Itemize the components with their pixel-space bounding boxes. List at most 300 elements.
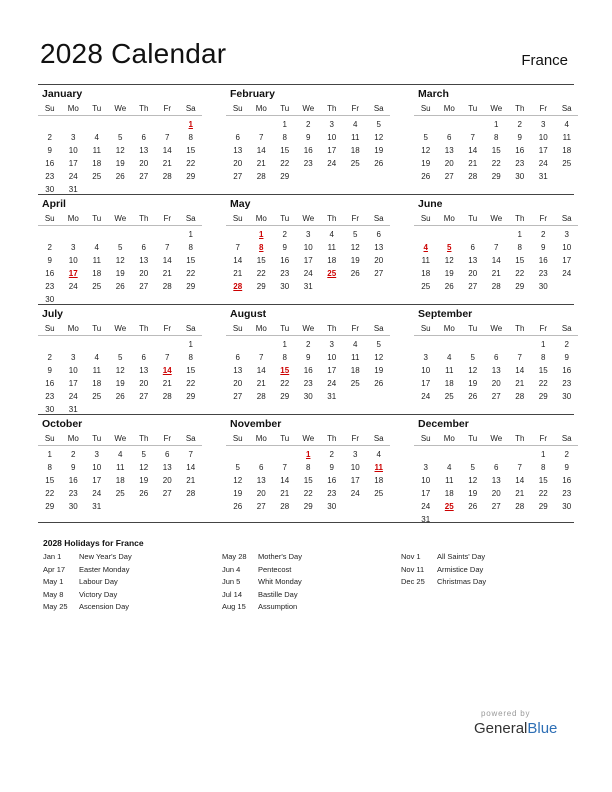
calendar-date: 27 [444, 172, 454, 181]
calendar-date: 29 [538, 392, 548, 401]
weekday-header: Mo [255, 324, 267, 333]
calendar-date: 25 [92, 282, 102, 291]
calendar-date: 11 [327, 243, 336, 252]
calendar-date: 8 [282, 133, 287, 142]
calendar-date: 7 [259, 353, 264, 362]
weekday-header: Fr [351, 324, 360, 333]
calendar-date: 8 [282, 353, 287, 362]
calendar-date: 14 [491, 256, 501, 265]
calendar-date: 19 [468, 379, 478, 388]
weekday-header: Th [139, 324, 149, 333]
calendar-date: 30 [538, 282, 548, 291]
weekday-header: Mo [443, 104, 455, 113]
calendar-date: 16 [562, 476, 572, 485]
month-september [414, 308, 578, 412]
holiday-row [43, 602, 213, 615]
month-name: February [230, 88, 275, 100]
calendar-date: 18 [444, 489, 454, 498]
calendar-date: 22 [538, 489, 548, 498]
calendar-date: 21 [162, 159, 172, 168]
calendar-date: 9 [47, 366, 52, 375]
holiday-date: 8 [259, 243, 264, 252]
weekday-header: Sa [185, 214, 196, 223]
holiday-date: 1 [188, 120, 193, 129]
calendar-date: 19 [233, 489, 243, 498]
calendar-date: 17 [421, 379, 431, 388]
holiday-row [222, 577, 392, 590]
calendar-date: 25 [444, 392, 454, 401]
weekday-header: Mo [67, 434, 79, 443]
holiday-name: Armistice Day [437, 564, 484, 574]
weekday-header: Fr [163, 104, 172, 113]
calendar-date: 31 [68, 405, 78, 414]
calendar-date: 18 [562, 146, 572, 155]
calendar-date: 28 [162, 392, 172, 401]
calendar-date: 29 [186, 392, 196, 401]
calendar-date: 12 [115, 256, 125, 265]
calendar-date: 2 [564, 450, 569, 459]
calendar-date: 26 [233, 502, 243, 511]
calendar-date: 2 [282, 230, 287, 239]
calendar-date: 28 [186, 489, 196, 498]
calendar-date: 11 [445, 366, 454, 375]
calendar-date: 31 [327, 392, 337, 401]
weekday-header: Th [515, 104, 525, 113]
month-name: September [418, 308, 473, 320]
calendar-date: 10 [303, 243, 313, 252]
calendar-date: 2 [306, 340, 311, 349]
weekday-header: Su [420, 434, 431, 443]
calendar-date: 22 [186, 379, 196, 388]
calendar-date: 27 [139, 392, 149, 401]
weekday-header: Tu [468, 214, 478, 223]
calendar-date: 24 [421, 502, 431, 511]
calendar-date: 17 [421, 489, 431, 498]
calendar-date: 3 [423, 353, 428, 362]
weekday-header: We [490, 434, 503, 443]
calendar-date: 30 [303, 392, 313, 401]
calendar-date: 30 [562, 502, 572, 511]
weekday-header: Th [515, 324, 525, 333]
holiday-date: 1 [259, 230, 264, 239]
month-october [38, 418, 202, 522]
calendar-date: 23 [45, 392, 55, 401]
calendar-date: 6 [494, 353, 499, 362]
calendar-date: 14 [162, 256, 172, 265]
calendar-date: 20 [139, 269, 149, 278]
calendar-date: 5 [470, 353, 475, 362]
calendar-date: 14 [162, 146, 172, 155]
calendar-date: 12 [139, 463, 149, 472]
calendar-date: 20 [468, 269, 478, 278]
calendar-date: 5 [235, 463, 240, 472]
calendar-date: 6 [141, 353, 146, 362]
weekday-header: We [114, 434, 127, 443]
weekday-header: Su [232, 214, 243, 223]
calendar-date: 24 [350, 489, 360, 498]
calendar-date: 7 [188, 450, 193, 459]
calendar-date: 20 [233, 379, 243, 388]
calendar-date: 5 [470, 463, 475, 472]
weekday-header: Th [139, 434, 149, 443]
calendar-date: 12 [421, 146, 431, 155]
calendar-date: 25 [562, 159, 572, 168]
calendar-date: 25 [115, 489, 125, 498]
calendar-date: 13 [139, 146, 149, 155]
calendar-date: 22 [186, 159, 196, 168]
weekday-underline [38, 115, 202, 116]
calendar-date: 2 [47, 243, 52, 252]
holiday-date-label: May 25 [43, 602, 68, 611]
calendar-date: 21 [280, 489, 290, 498]
calendar-date: 3 [71, 353, 76, 362]
calendar-date: 21 [256, 159, 266, 168]
holiday-name: Whit Monday [258, 577, 302, 586]
holiday-name: Christmas Day [437, 577, 487, 586]
calendar-date: 14 [515, 476, 525, 485]
calendar-date: 17 [92, 476, 102, 485]
weekday-header: Tu [92, 104, 102, 113]
calendar-date: 16 [327, 476, 337, 485]
month-name: October [42, 418, 83, 430]
calendar-date: 6 [165, 450, 170, 459]
calendar-date: 7 [235, 243, 240, 252]
month-name: November [230, 418, 282, 430]
calendar-date: 8 [494, 133, 499, 142]
calendar-date: 9 [564, 353, 569, 362]
calendar-date: 25 [421, 282, 431, 291]
weekday-header: Sa [185, 104, 196, 113]
calendar-date: 3 [94, 450, 99, 459]
calendar-date: 1 [188, 230, 193, 239]
calendar-date: 10 [327, 353, 337, 362]
weekday-underline [226, 225, 390, 226]
calendar-date: 16 [45, 269, 55, 278]
weekday-underline [226, 115, 390, 116]
calendar-date: 19 [444, 269, 454, 278]
weekday-header: Fr [539, 104, 548, 113]
calendar-date: 10 [68, 366, 78, 375]
calendar-date: 9 [306, 133, 311, 142]
calendar-date: 24 [68, 392, 78, 401]
month-name: April [42, 198, 66, 210]
weekday-header: We [302, 104, 315, 113]
calendar-date: 24 [92, 489, 102, 498]
calendar-date: 3 [71, 243, 76, 252]
brand-logo[interactable] [474, 720, 557, 737]
calendar-date: 28 [256, 392, 266, 401]
holiday-row [222, 552, 392, 565]
weekday-header: Tu [468, 104, 478, 113]
calendar-date: 24 [68, 172, 78, 181]
calendar-date: 19 [350, 256, 360, 265]
weekday-header: Su [232, 434, 243, 443]
calendar-date: 23 [45, 172, 55, 181]
calendar-date: 6 [447, 133, 452, 142]
calendar-date: 12 [233, 476, 243, 485]
calendar-date: 24 [327, 379, 337, 388]
calendar-date: 30 [45, 185, 55, 194]
calendar-date: 10 [562, 243, 572, 252]
holiday-row [43, 552, 213, 565]
calendar-date: 26 [468, 502, 478, 511]
holiday-date: 28 [233, 282, 243, 291]
calendar-date: 3 [564, 230, 569, 239]
calendar-date: 23 [303, 159, 313, 168]
calendar-date: 17 [68, 159, 78, 168]
calendar-date: 28 [256, 172, 266, 181]
calendar-date: 22 [280, 159, 290, 168]
weekday-underline [38, 225, 202, 226]
holiday-name: Easter Monday [79, 564, 130, 574]
calendar-date: 27 [139, 282, 149, 291]
calendar-date: 2 [306, 120, 311, 129]
calendar-date: 3 [423, 463, 428, 472]
calendar-date: 9 [306, 353, 311, 362]
calendar-date: 11 [562, 133, 571, 142]
calendar-date: 14 [280, 476, 290, 485]
holiday-row [222, 590, 392, 603]
weekday-header: Mo [443, 214, 455, 223]
calendar-date: 4 [447, 463, 452, 472]
calendar-date: 10 [68, 256, 78, 265]
calendar-date: 18 [327, 256, 337, 265]
calendar-date: 8 [541, 353, 546, 362]
calendar-date: 5 [118, 353, 123, 362]
calendar-date: 31 [421, 515, 431, 524]
weekday-header: Fr [539, 434, 548, 443]
holiday-date: 4 [423, 243, 428, 252]
month-name: June [418, 198, 443, 210]
calendar-date: 15 [186, 256, 196, 265]
holiday-date-label: Jul 14 [222, 589, 243, 599]
calendar-date: 13 [491, 476, 501, 485]
calendar-date: 19 [421, 159, 431, 168]
calendar-date: 3 [353, 450, 358, 459]
calendar-date: 18 [115, 476, 125, 485]
calendar-date: 4 [118, 450, 123, 459]
calendar-date: 12 [374, 353, 384, 362]
calendar-date: 2 [71, 450, 76, 459]
month-november [226, 418, 390, 522]
calendar-date: 1 [282, 120, 287, 129]
holiday-date-label: Aug 15 [222, 602, 246, 611]
calendar-date: 7 [282, 463, 287, 472]
calendar-date: 5 [423, 133, 428, 142]
holiday-column [401, 552, 571, 590]
calendar-date: 18 [92, 269, 102, 278]
calendar-date: 7 [470, 133, 475, 142]
calendar-date: 3 [329, 340, 334, 349]
month-grid [38, 0, 574, 530]
calendar-date: 2 [517, 120, 522, 129]
weekday-header: Tu [92, 324, 102, 333]
calendar-date: 11 [92, 146, 101, 155]
month-name: July [42, 308, 64, 320]
calendar-date: 27 [491, 392, 501, 401]
calendar-date: 10 [92, 463, 102, 472]
holiday-row [401, 565, 571, 578]
calendar-date: 17 [68, 379, 78, 388]
weekday-header: Fr [163, 434, 172, 443]
calendar-date: 27 [374, 269, 384, 278]
calendar-date: 6 [259, 463, 264, 472]
weekday-header: Fr [351, 104, 360, 113]
calendar-date: 13 [139, 256, 149, 265]
calendar-date: 29 [186, 172, 196, 181]
weekday-underline [414, 445, 578, 446]
calendar-date: 17 [303, 256, 313, 265]
weekday-underline [414, 225, 578, 226]
calendar-date: 13 [444, 146, 454, 155]
calendar-date: 18 [421, 269, 431, 278]
calendar-date: 26 [421, 172, 431, 181]
calendar-date: 9 [564, 463, 569, 472]
calendar-date: 27 [162, 489, 172, 498]
page-title: 2028 Calendar [40, 38, 227, 69]
weekday-header: Sa [561, 434, 572, 443]
holiday-date-label: Apr 17 [43, 564, 66, 574]
calendar-date: 20 [374, 256, 384, 265]
calendar-date: 10 [421, 476, 431, 485]
holiday-date-label: May 1 [43, 577, 64, 586]
holiday-name: Bastille Day [258, 589, 298, 599]
calendar-date: 18 [374, 476, 384, 485]
holiday-name: All Saints' Day [437, 552, 486, 561]
weekday-header: Tu [92, 214, 102, 223]
calendar-date: 14 [256, 146, 266, 155]
holiday-date-label: May 8 [43, 589, 64, 599]
calendar-date: 18 [92, 159, 102, 168]
calendar-date: 25 [92, 172, 102, 181]
brand-general: General [474, 720, 528, 737]
calendar-date: 20 [162, 476, 172, 485]
weekday-header: Fr [351, 214, 360, 223]
calendar-date: 19 [115, 379, 125, 388]
calendar-date: 15 [515, 256, 525, 265]
calendar-date: 5 [141, 450, 146, 459]
calendar-date: 27 [233, 172, 243, 181]
calendar-date: 13 [468, 256, 478, 265]
calendar-date: 19 [139, 476, 149, 485]
month-april [38, 198, 202, 302]
holiday-date: 11 [374, 463, 383, 472]
weekday-header: Su [420, 104, 431, 113]
calendar-date: 3 [541, 120, 546, 129]
month-name: January [42, 88, 83, 100]
weekday-header: Sa [373, 324, 384, 333]
holiday-row [43, 577, 213, 590]
month-december [414, 418, 578, 522]
calendar-date: 22 [491, 159, 501, 168]
weekday-underline [38, 335, 202, 336]
calendar-date: 26 [139, 489, 149, 498]
weekday-header: Th [515, 434, 525, 443]
weekday-underline [38, 445, 202, 446]
weekday-header: Su [44, 214, 55, 223]
holiday-name: Labour Day [79, 577, 118, 586]
calendar-date: 11 [351, 133, 360, 142]
calendar-date: 8 [47, 463, 52, 472]
holiday-name: Victory Day [79, 589, 118, 599]
calendar-date: 11 [445, 476, 454, 485]
powered-by-label: powered by [481, 709, 531, 718]
weekday-header: Su [44, 104, 55, 113]
calendar-date: 5 [376, 120, 381, 129]
weekday-header: Fr [351, 434, 360, 443]
calendar-date: 9 [71, 463, 76, 472]
calendar-date: 23 [538, 269, 548, 278]
calendar-date: 22 [256, 269, 266, 278]
calendar-date: 4 [94, 243, 99, 252]
calendar-date: 14 [256, 366, 266, 375]
calendar-date: 12 [374, 133, 384, 142]
calendar-date: 1 [541, 450, 546, 459]
holiday-date: 14 [162, 366, 172, 375]
calendar-date: 13 [233, 366, 243, 375]
calendar-date: 2 [47, 133, 52, 142]
calendar-date: 4 [376, 450, 381, 459]
calendar-date: 24 [562, 269, 572, 278]
calendar-date: 30 [45, 405, 55, 414]
calendar-date: 8 [188, 133, 193, 142]
calendar-date: 20 [139, 379, 149, 388]
month-march [414, 88, 578, 192]
holiday-date: 17 [68, 269, 78, 278]
calendar-date: 12 [115, 366, 125, 375]
calendar-date: 22 [280, 379, 290, 388]
calendar-date: 17 [327, 366, 337, 375]
calendar-date: 28 [515, 502, 525, 511]
calendar-date: 4 [94, 353, 99, 362]
calendar-date: 7 [517, 463, 522, 472]
calendar-date: 11 [92, 256, 101, 265]
holiday-date-label: Jun 5 [222, 577, 241, 586]
calendar-date: 10 [68, 146, 78, 155]
calendar-date: 2 [564, 340, 569, 349]
calendar-date: 10 [421, 366, 431, 375]
month-may [226, 198, 390, 302]
calendar-date: 16 [303, 146, 313, 155]
weekday-header: Th [515, 214, 525, 223]
calendar-date: 16 [538, 256, 548, 265]
calendar-date: 26 [115, 282, 125, 291]
calendar-date: 5 [353, 230, 358, 239]
calendar-date: 28 [491, 282, 501, 291]
holiday-date-label: Nov 1 [401, 552, 421, 561]
calendar-date: 22 [303, 489, 313, 498]
calendar-date: 17 [350, 476, 360, 485]
calendar-date: 5 [118, 243, 123, 252]
weekday-underline [414, 115, 578, 116]
calendar-date: 20 [256, 489, 266, 498]
weekday-header: Sa [561, 324, 572, 333]
calendar-date: 22 [45, 489, 55, 498]
calendar-date: 19 [115, 159, 125, 168]
calendar-date: 31 [303, 282, 313, 291]
calendar-date: 15 [280, 146, 290, 155]
calendar-date: 17 [327, 146, 337, 155]
calendar-date: 4 [447, 353, 452, 362]
calendar-date: 24 [421, 392, 431, 401]
calendar-date: 7 [165, 133, 170, 142]
calendar-date: 13 [139, 366, 149, 375]
holiday-row [222, 565, 392, 578]
month-name: May [230, 198, 251, 210]
weekday-header: Fr [539, 214, 548, 223]
calendar-date: 28 [162, 172, 172, 181]
calendar-date: 15 [538, 366, 548, 375]
